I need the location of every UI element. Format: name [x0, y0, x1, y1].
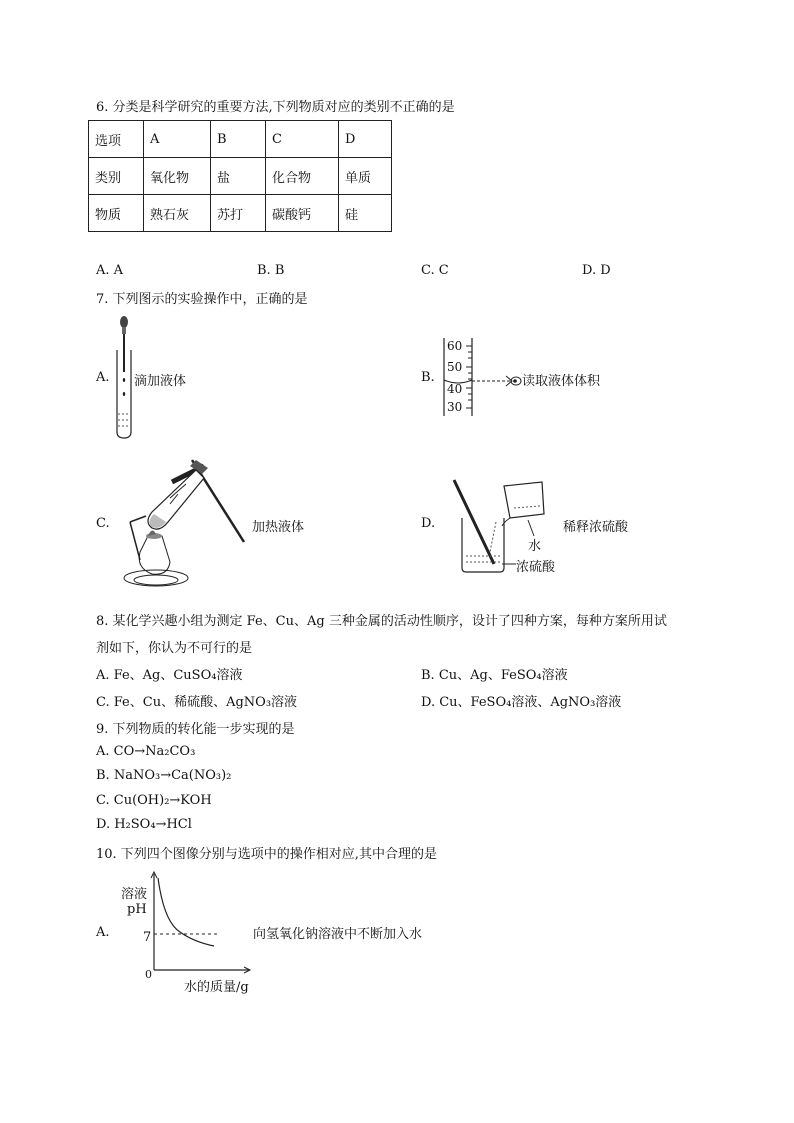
- question-8-stem-line2: 剂如下，你认为不可行的是: [96, 641, 253, 656]
- table-row: [89, 195, 392, 232]
- d-water-label: 水: [528, 539, 542, 554]
- q9-option-d[interactable]: D. H₂SO₄→HCl: [96, 817, 192, 832]
- table-cell: 熟石灰: [144, 195, 211, 232]
- q6-option-d[interactable]: D. D: [582, 263, 611, 278]
- graph-y-mark: 7: [143, 930, 152, 945]
- q10-option-a-letter[interactable]: A.: [96, 925, 110, 940]
- table-cell: A: [144, 121, 211, 158]
- q10-option-a-caption: 向氢氧化钠溶液中不断加入水: [253, 927, 423, 942]
- table-cell: 物质: [89, 195, 144, 232]
- q6-option-c[interactable]: C. C: [421, 263, 449, 278]
- q9-option-c[interactable]: C. Cu(OH)₂→KOH: [96, 793, 212, 808]
- ph-graph: [150, 870, 254, 974]
- cylinder-tick-30: 30: [447, 400, 463, 414]
- cylinder-tick-60: 60: [447, 339, 463, 353]
- table-cell: 化合物: [266, 158, 339, 195]
- q9-option-b[interactable]: B. NaNO₃→Ca(NO₃)₂: [96, 768, 232, 783]
- graph-origin: 0: [145, 968, 152, 981]
- table-cell: 氧化物: [144, 158, 211, 195]
- q9-option-a[interactable]: A. CO→Na₂CO₃: [96, 744, 196, 759]
- q7-option-b-letter[interactable]: B.: [421, 370, 435, 385]
- table-cell: 碳酸钙: [266, 195, 339, 232]
- graph-ylabel-line2: pH: [127, 902, 147, 917]
- q8-option-a[interactable]: A. Fe、Ag、CuSO₄溶液: [96, 668, 243, 683]
- graph-xlabel: 水的质量/g: [184, 980, 249, 995]
- table-row: [89, 158, 392, 195]
- table-cell: 苏打: [211, 195, 266, 232]
- question-10-stem: 10. 下列四个图像分别与选项中的操作相对应,其中合理的是: [96, 847, 437, 862]
- q8-option-b[interactable]: B. Cu、Ag、FeSO₄溶液: [421, 668, 568, 683]
- question-7-stem: 7. 下列图示的实验操作中，正确的是: [96, 292, 308, 307]
- q7-option-a-caption: 滴加液体: [134, 374, 187, 389]
- table-cell: B: [211, 121, 266, 158]
- table-cell: 类别: [89, 158, 144, 195]
- q7-option-d-caption: 稀释浓硫酸: [563, 520, 629, 535]
- question-6-stem: 6. 分类是科学研究的重要方法,下列物质对应的类别不正确的是: [96, 100, 455, 115]
- d-acid-label: 浓硫酸: [516, 560, 556, 575]
- q6-option-b[interactable]: B. B: [257, 263, 285, 278]
- cylinder-tick-50: 50: [447, 360, 463, 374]
- q8-option-c[interactable]: C. Fe、Cu、稀硫酸、AgNO₃溶液: [96, 695, 298, 710]
- table-row: [89, 121, 392, 158]
- heating-liquid-diagram: [112, 452, 252, 592]
- table-cell: 选项: [89, 121, 144, 158]
- graph-ylabel-line1: 溶液: [121, 887, 148, 902]
- q8-option-d[interactable]: D. Cu、FeSO₄溶液、AgNO₃溶液: [421, 695, 622, 710]
- question-8-stem-line1: 8. 某化学兴趣小组为测定 Fe、Cu、Ag 三种金属的活动性顺序，设计了四种方案，每种方案所用试: [96, 614, 667, 629]
- q7-option-a-letter[interactable]: A.: [96, 370, 110, 385]
- cylinder-tick-40: 40: [447, 382, 463, 396]
- q6-option-a[interactable]: A. A: [96, 263, 124, 278]
- q7-option-c-letter[interactable]: C.: [96, 516, 110, 531]
- classification-table: [88, 120, 392, 232]
- table-cell: C: [266, 121, 339, 158]
- table-cell: 硅: [339, 195, 392, 232]
- q7-option-b-caption: 读取液体体积: [522, 374, 601, 389]
- question-9-stem: 9. 下列物质的转化能一步实现的是: [96, 722, 295, 737]
- q7-option-c-caption: 加热液体: [252, 520, 305, 535]
- table-cell: 盐: [211, 158, 266, 195]
- q7-option-d-letter[interactable]: D.: [421, 516, 436, 531]
- table-cell: D: [339, 121, 392, 158]
- table-cell: 单质: [339, 158, 392, 195]
